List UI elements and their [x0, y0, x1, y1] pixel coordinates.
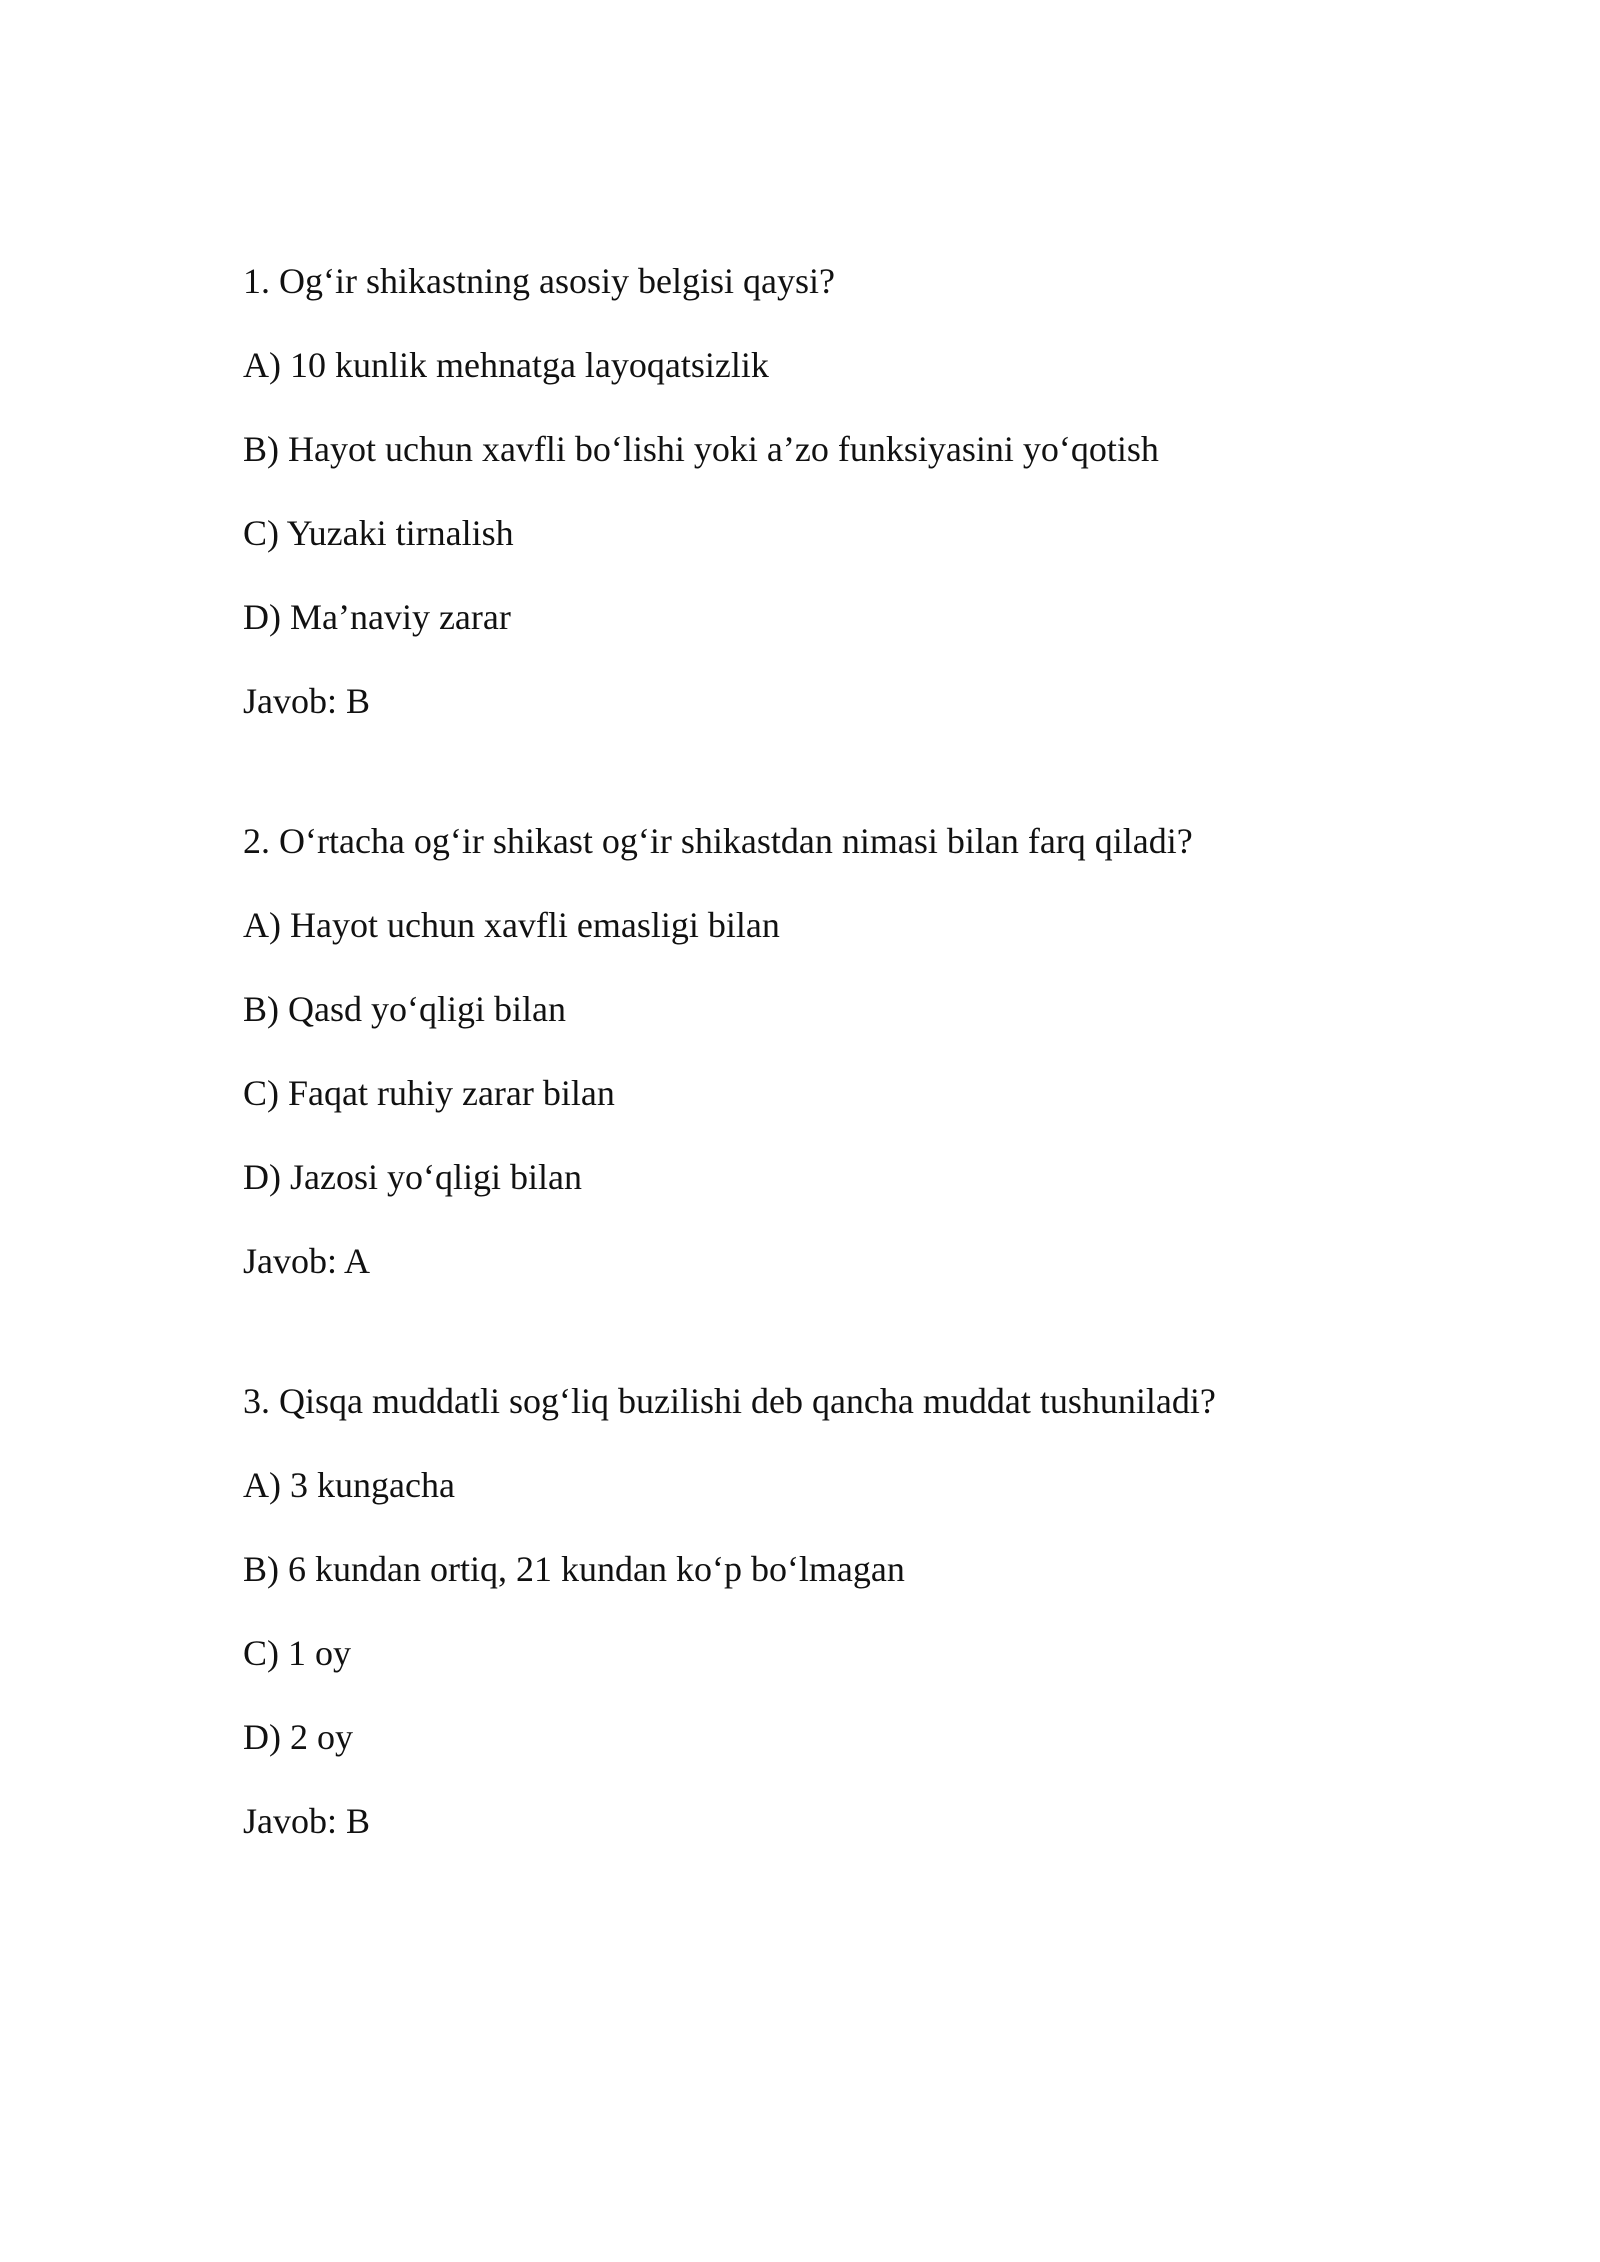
correct-answer: Javob: A: [243, 1241, 371, 1281]
correct-answer: Javob: B: [243, 681, 371, 721]
answer-option-d: D) Jazosi yo‘qligi bilan: [243, 1157, 582, 1197]
document-content: [243, 253, 1423, 1849]
answer-option-a: A) Hayot uchun xavfli emasligi bilan: [243, 905, 780, 945]
answer-option-d: D) 2 oy: [243, 1717, 353, 1757]
question-block-3: [243, 1373, 1423, 1849]
answer-option-b: B) Qasd yo‘qligi bilan: [243, 989, 566, 1029]
answer-option-c: C) 1 oy: [243, 1633, 351, 1673]
answer-option-b: B) Hayot uchun xavfli bo‘lishi yoki a’zo funksiyasini yo‘qotish: [243, 429, 1159, 469]
answer-option-c: C) Faqat ruhiy zarar bilan: [243, 1073, 615, 1113]
question-text: 2. O‘rtacha og‘ir shikast og‘ir shikastdan nimasi bilan farq qiladi?: [243, 821, 1193, 861]
answer-option-a: A) 3 kungacha: [243, 1465, 455, 1505]
question-block-2: [243, 813, 1423, 1289]
question-block-1: [243, 253, 1423, 729]
answer-option-d: D) Ma’naviy zarar: [243, 597, 511, 637]
answer-option-b: B) 6 kundan ortiq, 21 kundan ko‘p bo‘lmagan: [243, 1549, 905, 1589]
question-text: 3. Qisqa muddatli sog‘liq buzilishi deb qancha muddat tushuniladi?: [243, 1381, 1216, 1421]
correct-answer: Javob: B: [243, 1801, 371, 1841]
question-text: 1. Og‘ir shikastning asosiy belgisi qaysi?: [243, 261, 835, 301]
answer-option-a: A) 10 kunlik mehnatga layoqatsizlik: [243, 345, 769, 385]
answer-option-c: C) Yuzaki tirnalish: [243, 513, 514, 553]
